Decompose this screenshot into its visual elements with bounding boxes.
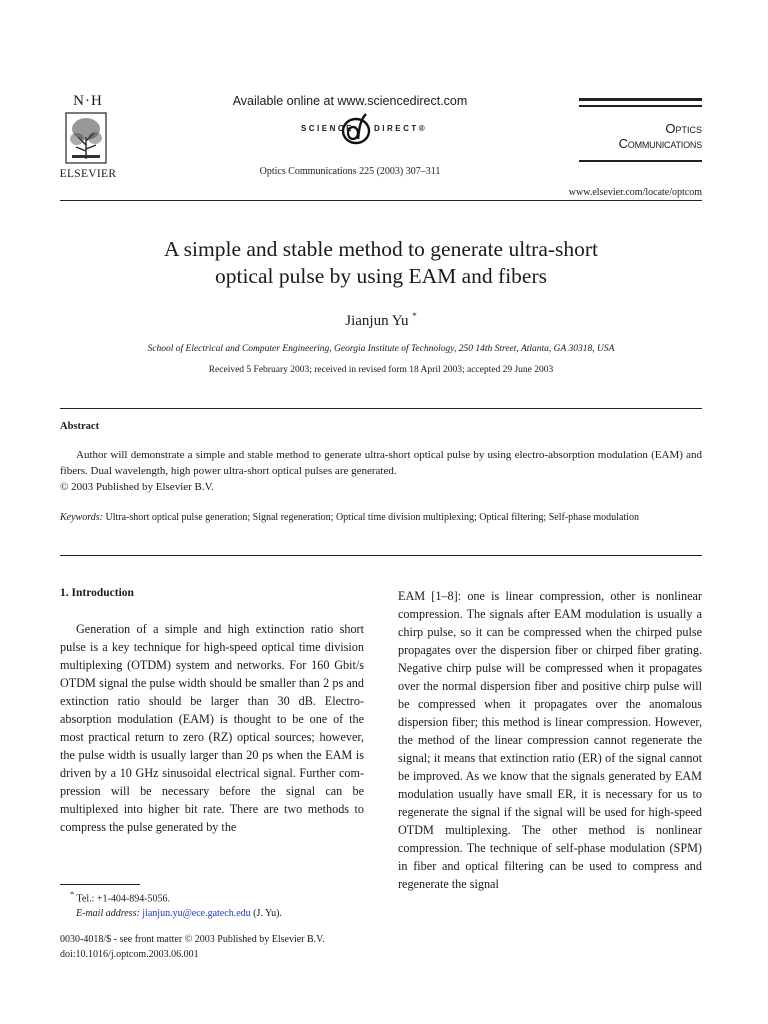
header-divider: [60, 200, 702, 201]
abstract-text: Author will demonstrate a simple and stable method to generate ultra-short optical pulse by using electro-absorption modulation (EAM) and fibers. Dual wavelength, high power ultra-short optical pulses are generated.: [60, 449, 702, 477]
left-column-text: Generation of a simple and high extinction ratio short pulse is a key technique for high-speed optical time division multiplexing (OTDM) system and networks. For 160 Gbit/s OTDM signal the pulse width should be smaller than 2 ps and extinction ratio should be larger than 30 dB. Electro-absorption modulation (EAM) is thought to be one of the most practical return to zero (RZ) optical sources; however, the pulse width is usually larger than 20 ps when the EAM is driven by a 10 GHz sinusoidal electrical signal. Further compression will be necessary before the signal can be multiplexed into higher bit rate. There are two methods to compress the pulse generated by the: [60, 622, 364, 834]
right-column-text: EAM [1–8]: one is linear compression, other is nonlinear compression. The signals after EAM modulation is usually a chirp pulse, so it can be compressed when the chirped pulse propagates over the dispersion fiber or chirped fiber grating. Negative chirp pulse will be compressed when it propagates over the normal dispersion fiber and positive chirp pulse will be compressed when it propagates over the anomalous dispersion fiber; this method is linear compression. However, the method of the linear compression cannot regenerate the signal; it means that extinction ratio (ER) of the signal cannot be improved. As we know that the signals generated by EAM modulation usually have small ER, it is necessary for us to regenerate the signal if the signal will be used for high-speed OTDM multiplexing. The other method is nonlinear compression. The technique of self-phase modulation (SPM) in fiber and optical filtering can be used to compress and regenerate the signal: [398, 589, 702, 891]
publisher-name: ELSEVIER: [59, 168, 117, 180]
article-title-line1: A simple and stable method to generate ultra-short: [163, 237, 599, 261]
sciencedirect-left-text: SCIENCE: [300, 124, 354, 133]
footnote: [60, 887, 364, 921]
keywords-list: Ultra-short optical pulse generation; Signal regeneration; Optical time division multiplexing; Optical filtering; Self-phase modulation: [105, 512, 639, 523]
journal-brand-rule-thin: [579, 105, 702, 107]
journal-brand-rule-bottom: [579, 160, 702, 162]
author-name: Jianjun Yu: [345, 313, 409, 329]
affiliation: School of Electrical and Computer Engineering, Georgia Institute of Technology, 250 14th Street, Atlanta, GA 30318, USA: [147, 344, 615, 354]
section-heading: 1. Introduction: [60, 587, 134, 599]
footnote-email-link[interactable]: jianjun.yu@ece.gatech.edu: [142, 908, 251, 920]
footnote-email-label: E-mail address:: [76, 908, 140, 920]
front-matter-line1: 0030-4018/$ - see front matter © 2003 Published by Elsevier B.V.: [60, 934, 325, 945]
footnote-email-suffix: (J. Yu).: [253, 908, 282, 920]
keywords: [60, 510, 702, 525]
sciencedirect-logo-icon: [336, 110, 376, 148]
doi[interactable]: doi:10.1016/j.optcom.2003.06.001: [60, 949, 199, 960]
article-title: [60, 236, 702, 290]
journal-url[interactable]: www.elsevier.com/locate/optcom: [568, 187, 702, 198]
footnote-divider: [60, 884, 140, 885]
publisher-mark: N·H: [73, 93, 103, 109]
elsevier-tree-logo-icon: [64, 111, 108, 165]
abstract-heading: Abstract: [60, 421, 100, 432]
front-matter: [60, 932, 380, 962]
available-online-text: Available online at www.sciencedirect.com: [232, 94, 468, 108]
journal-brand-rule: [579, 98, 702, 101]
author: [60, 311, 702, 330]
keywords-label: Keywords:: [60, 512, 103, 523]
article-title-line2: optical pulse by using EAM and fibers: [214, 264, 547, 288]
journal-name-line2: Communications: [618, 136, 702, 151]
journal-name-line1: Optics: [665, 121, 702, 136]
abstract-body: [60, 447, 702, 495]
abstract-top-divider: [60, 408, 702, 409]
abstract-bottom-divider: [60, 555, 702, 556]
author-footnote-mark[interactable]: *: [412, 311, 417, 321]
abstract-copyright: © 2003 Published by Elsevier B.V.: [60, 481, 214, 493]
received-dates: Received 5 February 2003; received in revised form 18 April 2003; accepted 29 June 2003: [208, 365, 554, 375]
footnote-mark: *: [70, 890, 75, 899]
sciencedirect-right-text: DIRECT®: [374, 124, 428, 133]
journal-reference: Optics Communications 225 (2003) 307–311: [259, 166, 441, 177]
footnote-tel: Tel.: +1-404-894-5056.: [76, 893, 171, 905]
